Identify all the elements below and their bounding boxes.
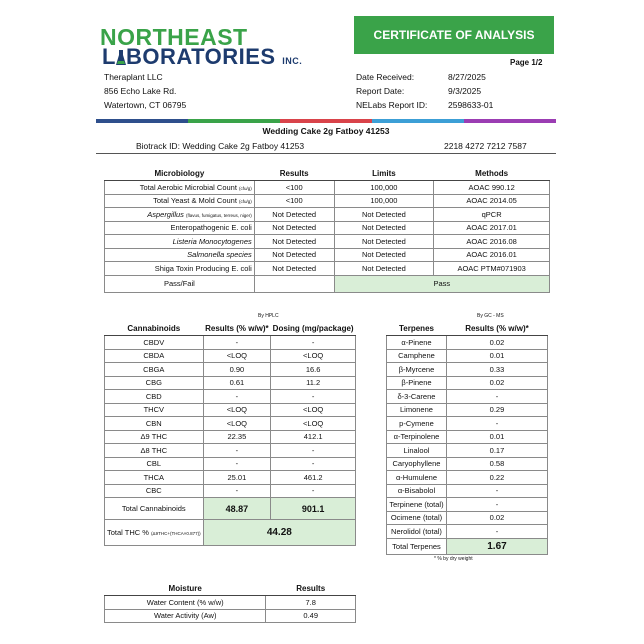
table-row [387, 336, 548, 350]
micro-name-text: Listeria Monocytogenes [172, 236, 252, 246]
date-received-label: Date Received: [356, 72, 415, 82]
table-row [387, 484, 548, 498]
cannabinoid-result: - [203, 484, 271, 498]
product-number: 2218 4272 7212 7587 [444, 141, 527, 151]
micro-result: Not Detected [254, 235, 334, 249]
micro-limit: Not Detected [334, 221, 434, 235]
cannabinoid-dose: - [271, 484, 356, 498]
micro-name-text: Enteropathogenic E. coli [170, 223, 252, 233]
terpene-name: p-Cymene [387, 417, 447, 431]
terpene-table [386, 322, 548, 555]
terpene-col-header: Results (% w/w)* [446, 322, 547, 336]
cannabinoid-result: <LOQ [203, 349, 271, 363]
table-row [105, 444, 356, 458]
micro-table [104, 167, 550, 293]
pass-row [105, 275, 550, 292]
cannabinoid-result: <LOQ [203, 403, 271, 417]
moisture-col-header: Results [266, 582, 356, 596]
micro-result: Not Detected [254, 262, 334, 276]
micro-header [105, 167, 550, 181]
cannabinoid-result: - [203, 444, 271, 458]
terpene-name: Ocimene (total) [387, 511, 447, 525]
moisture-header [105, 582, 356, 596]
cannabinoid-result: <LOQ [203, 417, 271, 431]
micro-result: Not Detected [254, 221, 334, 235]
table-row [387, 390, 548, 404]
micro-name-text: Total Yeast & Mold Count [153, 196, 237, 206]
moisture-result: 7.8 [266, 596, 356, 610]
cannabinoid-name: Δ8 THC [105, 444, 204, 458]
table-row [105, 457, 356, 471]
terpene-name: Camphene [387, 349, 447, 363]
cannabinoid-name: CBG [105, 376, 204, 390]
table-row [105, 430, 356, 444]
total-terpenes-row [387, 538, 548, 554]
color-bar [464, 119, 556, 123]
cannabinoid-name: THCV [105, 403, 204, 417]
cannabinoid-name: CBGA [105, 363, 204, 377]
total-thc-label [105, 520, 204, 546]
logo-boratories: BORATORIES [125, 44, 276, 69]
date-received: 8/27/2025 [448, 72, 486, 82]
cannabinoid-col-header: Dosing (mg/package) [271, 322, 356, 336]
cannabinoid-name: CBL [105, 457, 204, 471]
page-number: Page 1/2 [510, 58, 543, 67]
terpene-name: Terpinene (total) [387, 498, 447, 512]
product-name: Wedding Cake 2g Fatboy 41253 [262, 126, 390, 136]
flask-icon [116, 50, 126, 66]
terpene-result: - [446, 417, 547, 431]
micro-col-header: Methods [434, 167, 550, 181]
cannabinoid-name: CBC [105, 484, 204, 498]
moisture-col-header: Moisture [105, 582, 266, 596]
micro-result: <100 [254, 194, 334, 208]
micro-name-text: Total Aerobic Microbial Count [139, 182, 237, 192]
color-bars [96, 119, 556, 123]
micro-unit: (cfu/g) [239, 199, 252, 205]
color-bar [280, 119, 372, 123]
cannabinoid-dose: <LOQ [271, 349, 356, 363]
total-thc-row [105, 520, 356, 546]
moisture-name: Water Activity (Aw) [105, 609, 266, 623]
terpene-name: Caryophyllene [387, 457, 447, 471]
terpene-result: 0.17 [446, 444, 547, 458]
cannabinoid-col-header: Results (% w/w)* [203, 322, 271, 336]
terpene-name: Linalool [387, 444, 447, 458]
client-address1: 856 Echo Lake Rd. [104, 86, 177, 96]
color-bar [188, 119, 280, 123]
micro-col-header: Microbiology [105, 167, 255, 181]
table-row [105, 376, 356, 390]
total-thc-formula: (Δ9THC+(THCA×0.877)) [151, 531, 201, 536]
report-id: 2598633-01 [448, 100, 494, 110]
client-name: Theraplant LLC [104, 72, 163, 82]
terpene-name: β-Myrcene [387, 363, 447, 377]
micro-limit: Not Detected [334, 208, 434, 222]
moisture-name: Water Content (% w/w) [105, 596, 266, 610]
pass-spacer [254, 275, 334, 292]
cannabinoid-col-header: Cannabinoids [105, 322, 204, 336]
terpene-header [387, 322, 548, 336]
terpene-result: - [446, 484, 547, 498]
report-id-label: NELabs Report ID: [356, 100, 428, 110]
micro-name [105, 208, 255, 222]
table-row [105, 390, 356, 404]
micro-unit: (cfu/g) [239, 185, 252, 191]
table-row [105, 248, 550, 262]
cannabinoid-dose: <LOQ [271, 403, 356, 417]
cannabinoid-dose: <LOQ [271, 417, 356, 431]
certificate-title: CERTIFICATE OF ANALYSIS [354, 16, 554, 54]
table-row [387, 444, 548, 458]
table-row [105, 194, 550, 208]
terpene-name: α-Humulene [387, 471, 447, 485]
table-row [387, 349, 548, 363]
terpene-name: α-Bisabolol [387, 484, 447, 498]
micro-method: AOAC 990.12 [434, 181, 550, 195]
cannabinoid-name: Δ9 THC [105, 430, 204, 444]
total-cannabinoids-label: Total Cannabinoids [105, 498, 204, 520]
micro-limit: Not Detected [334, 248, 434, 262]
micro-method: AOAC 2014.05 [434, 194, 550, 208]
micro-name-text: Aspergillus [147, 209, 184, 219]
terpene-name: Nerolidol (total) [387, 525, 447, 539]
logo-l: L [102, 44, 116, 69]
cannabinoid-dose: 16.6 [271, 363, 356, 377]
terpene-result: - [446, 390, 547, 404]
table-row [105, 262, 550, 276]
micro-name-text: Salmonella species [187, 250, 252, 260]
table-row [105, 336, 356, 350]
moisture-table [104, 582, 356, 623]
terpene-result: - [446, 525, 547, 539]
cannabinoid-dose: 461.2 [271, 471, 356, 485]
table-row [105, 403, 356, 417]
color-bar [96, 119, 188, 123]
micro-name [105, 235, 255, 249]
cannabinoid-dose: 11.2 [271, 376, 356, 390]
terpene-result: 0.22 [446, 471, 547, 485]
micro-col-header: Results [254, 167, 334, 181]
total-thc-value: 44.28 [203, 520, 355, 546]
biotrack-value: Wedding Cake 2g Fatboy 41253 [182, 141, 305, 151]
report-date: 9/3/2025 [448, 86, 482, 96]
terpene-name: α-Terpinolene [387, 430, 447, 444]
table-row [387, 498, 548, 512]
micro-name [105, 194, 255, 208]
micro-col-header: Limits [334, 167, 434, 181]
table-row [387, 417, 548, 431]
table-row [105, 417, 356, 431]
table-row [105, 363, 356, 377]
micro-limit: Not Detected [334, 235, 434, 249]
cannabinoid-result: - [203, 336, 271, 350]
pass-label: Pass/Fail [105, 275, 255, 292]
table-row [105, 484, 356, 498]
cannabinoid-dose: 412.1 [271, 430, 356, 444]
color-bar [372, 119, 464, 123]
report-values [448, 70, 493, 112]
cannabinoid-result: - [203, 457, 271, 471]
cannabinoid-dose: - [271, 336, 356, 350]
micro-limit: 100,000 [334, 181, 434, 195]
divider [96, 153, 556, 154]
micro-result: <100 [254, 181, 334, 195]
table-row [387, 403, 548, 417]
micro-limit: 100,000 [334, 194, 434, 208]
micro-method: qPCR [434, 208, 550, 222]
client-info [104, 70, 186, 112]
cannabinoid-name: CBDV [105, 336, 204, 350]
cannabinoid-result: - [203, 390, 271, 404]
micro-name-text: Shiga Toxin Producing E. coli [154, 263, 252, 273]
cannabinoid-dose: - [271, 457, 356, 471]
micro-method: AOAC 2016.08 [434, 235, 550, 249]
gcms-note: By GC - MS [477, 313, 504, 319]
terpene-result: 0.02 [446, 511, 547, 525]
table-row [105, 596, 356, 610]
micro-method: AOAC 2016.01 [434, 248, 550, 262]
terpene-footnote: * % by dry weight [434, 556, 473, 562]
total-cannabinoids-row [105, 498, 356, 520]
hplc-note: By HPLC [258, 313, 279, 319]
terpene-name: Limonene [387, 403, 447, 417]
terpene-result: 0.29 [446, 403, 547, 417]
table-row [387, 376, 548, 390]
terpene-name: δ-3-Carene [387, 390, 447, 404]
table-row [105, 349, 356, 363]
logo-line1: NORTHEAST [100, 24, 248, 50]
cannabinoid-result: 0.61 [203, 376, 271, 390]
table-row [387, 430, 548, 444]
micro-result: Not Detected [254, 208, 334, 222]
cannabinoid-name: CBDA [105, 349, 204, 363]
cannabinoid-name: CBD [105, 390, 204, 404]
micro-name [105, 248, 255, 262]
cannabinoid-dose: - [271, 390, 356, 404]
cannabinoid-result: 22.35 [203, 430, 271, 444]
report-labels [356, 70, 427, 112]
pass-value: Pass [334, 275, 549, 292]
terpene-name: α-Pinene [387, 336, 447, 350]
table-row [105, 609, 356, 623]
micro-name [105, 221, 255, 235]
terpene-result: 0.33 [446, 363, 547, 377]
micro-name [105, 181, 255, 195]
micro-limit: Not Detected [334, 262, 434, 276]
cannabinoid-result: 0.90 [203, 363, 271, 377]
cannabinoid-header [105, 322, 356, 336]
micro-method: AOAC PTM#071903 [434, 262, 550, 276]
total-terpenes-value: 1.67 [446, 538, 547, 554]
table-row [105, 235, 550, 249]
total-cannabinoids-dose: 901.1 [271, 498, 356, 520]
moisture-result: 0.49 [266, 609, 356, 623]
report-date-label: Report Date: [356, 86, 405, 96]
table-row [105, 181, 550, 195]
cannabinoid-dose: - [271, 444, 356, 458]
cannabinoid-name: CBN [105, 417, 204, 431]
terpene-result: 0.01 [446, 430, 547, 444]
total-terpenes-label: Total Terpenes [387, 538, 447, 554]
biotrack-label: Biotrack ID: [136, 141, 180, 151]
client-address2: Watertown, CT 06795 [104, 100, 187, 110]
logo-inc: INC. [282, 56, 303, 66]
table-row [105, 208, 550, 222]
micro-unit: (flavus, fumigatus, terreus, niger) [186, 212, 252, 218]
terpene-result: - [446, 498, 547, 512]
table-row [387, 525, 548, 539]
micro-name [105, 262, 255, 276]
table-row [105, 471, 356, 485]
total-cannabinoids-result: 48.87 [203, 498, 271, 520]
biotrack-id [136, 141, 304, 151]
table-row [105, 221, 550, 235]
terpene-result: 0.02 [446, 376, 547, 390]
terpene-name: β-Pinene [387, 376, 447, 390]
terpene-result: 0.01 [446, 349, 547, 363]
cannabinoid-table [104, 322, 356, 546]
terpene-col-header: Terpenes [387, 322, 447, 336]
table-row [387, 471, 548, 485]
micro-method: AOAC 2017.01 [434, 221, 550, 235]
table-row [387, 457, 548, 471]
cannabinoid-name: THCA [105, 471, 204, 485]
terpene-result: 0.02 [446, 336, 547, 350]
table-row [387, 363, 548, 377]
micro-result: Not Detected [254, 248, 334, 262]
logo-line2 [102, 44, 302, 70]
total-thc-text: Total THC % [107, 528, 149, 537]
terpene-result: 0.58 [446, 457, 547, 471]
table-row [387, 511, 548, 525]
cannabinoid-result: 25.01 [203, 471, 271, 485]
